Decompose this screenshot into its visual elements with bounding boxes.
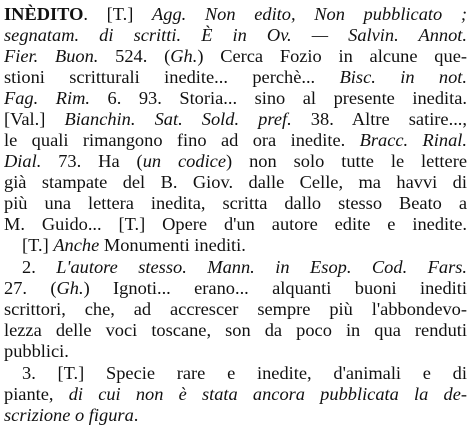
italic-text: Bianchin. Sat. Sold. pref. — [64, 109, 292, 129]
entry-line — [4, 24, 467, 46]
text-run: le quali rimangono fino ad ora inedite. — [4, 130, 360, 150]
text-run: Monumenti inediti. — [99, 235, 246, 255]
italic-text: Gh. — [170, 46, 198, 66]
italic-text: Fag. Rim. — [4, 88, 90, 108]
entry-line — [4, 192, 467, 214]
text-run: 27. ( — [4, 278, 57, 298]
text-run: piante, — [4, 384, 69, 404]
entry-line — [4, 45, 467, 67]
text-run: 6. 93. Storia... sino al presente inedita. — [89, 88, 467, 108]
text-run: 38. Altre satire..., — [291, 109, 467, 129]
entry-line — [4, 3, 467, 25]
text-run: ) Cerca Fozio in alcune que- — [197, 46, 467, 66]
entry-line — [4, 404, 467, 426]
text-run: ) Ignoti... erano... alquanti buoni inediti — [83, 278, 467, 298]
text-run: più una lettera inedita, scritta dallo stesso Beato a — [4, 193, 467, 213]
italic-text: di cui non è stata ancora pubblicata la de- — [68, 384, 467, 404]
text-run: 524. ( — [98, 46, 171, 66]
entry-line — [22, 234, 467, 256]
italic-text: segnatam. di scritti. È in Ov. — Salvin. Annot. — [4, 25, 467, 45]
text-run: stioni scritturali inedite... perchè... — [4, 67, 340, 87]
entry-line — [4, 87, 467, 109]
italic-text: Dial. — [4, 151, 42, 171]
headword: INÈDITO — [4, 4, 84, 24]
entry-line — [4, 383, 467, 405]
italic-text: Bisc. in not. — [339, 67, 467, 87]
italic-text: Anche — [53, 235, 100, 255]
entry-line — [4, 66, 467, 88]
entry-line — [4, 108, 467, 130]
text-run: M. Guido... [T.] Opere d'un autore edite e inedite. — [4, 214, 467, 234]
entry-line — [22, 256, 467, 278]
text-run: [Val.] — [4, 109, 65, 129]
text-run: [T.] — [22, 235, 54, 255]
text-run: . — [133, 405, 139, 425]
entry-line — [4, 340, 467, 362]
italic-text: Fier. Buon. — [4, 46, 99, 66]
text-run: 3. [T.] Specie rare e inedite, d'animali e di — [22, 363, 467, 383]
entry-line — [4, 319, 467, 341]
text-run: 73. Ha ( — [41, 151, 143, 171]
italic-text: L'autore stesso. Mann. in Esop. Cod. Fars. — [56, 257, 467, 277]
italic-text: scrizione o figura — [4, 405, 134, 425]
entry-line — [4, 150, 467, 172]
italic-text: Bracc. Rinal. — [359, 130, 467, 150]
text-run: ) non solo tutte le lettere — [226, 151, 467, 171]
text-run: . [T.] — [83, 4, 153, 24]
entry-line — [4, 277, 467, 299]
text-run: già stampate del B. Giov. dalle Celle, ma havvi di — [4, 172, 467, 192]
text-run: 2. — [22, 257, 57, 277]
text-run: scrittori, che, ad accrescer sempre più l'abbondevo- — [4, 299, 467, 319]
entry-line — [4, 213, 467, 235]
italic-text: un codice — [142, 151, 227, 171]
italic-text: Gh. — [56, 278, 84, 298]
entry-line — [4, 171, 467, 193]
text-run: lezza delle voci toscane, son da poco in qua renduti — [4, 320, 467, 340]
text-run: pubblici. — [4, 341, 69, 361]
italic-text: Agg. Non edito, Non pubblicato ; — [152, 4, 467, 24]
entry-line — [4, 129, 467, 151]
entry-line — [22, 362, 467, 384]
entry-line — [4, 298, 467, 320]
